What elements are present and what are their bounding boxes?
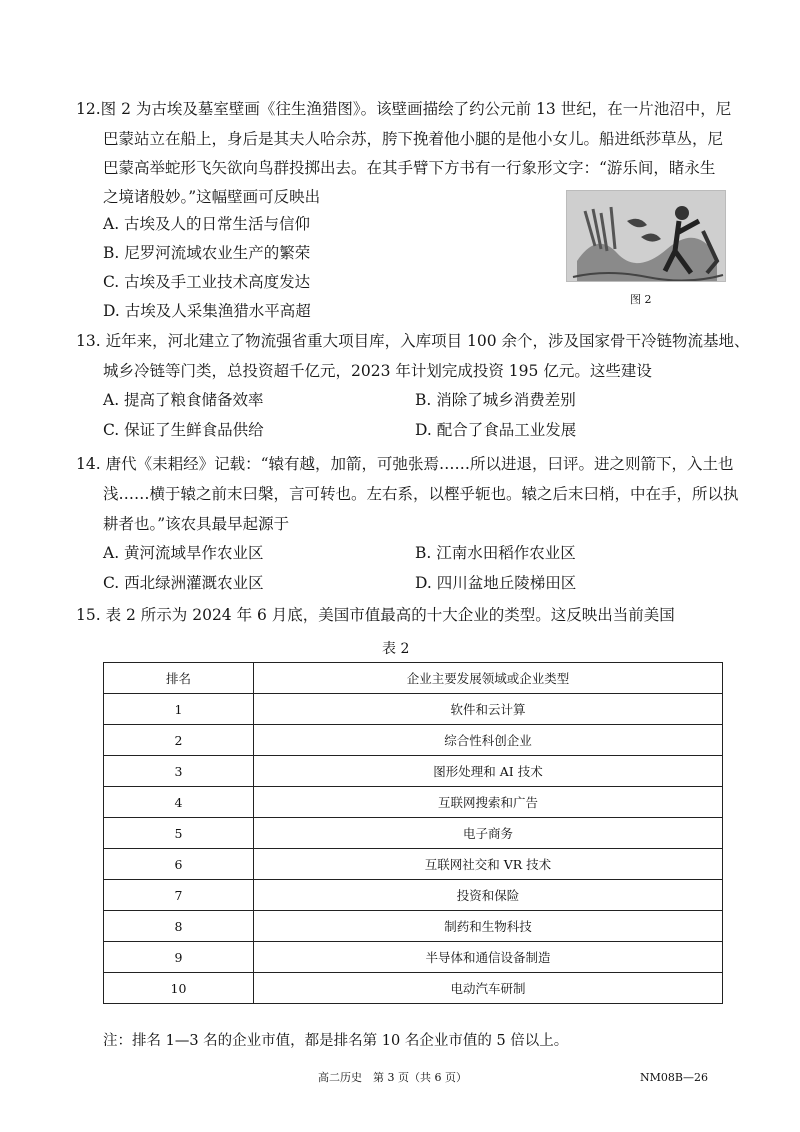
question-12-line-2: 巴蒙站立在船上，身后是其夫人哈佘苏，胯下挽着他小腿的是他小女儿。船进纸莎草丛，尼 bbox=[103, 130, 724, 148]
table-row bbox=[104, 725, 723, 756]
rank-cell: 1 bbox=[104, 694, 254, 725]
table-row bbox=[104, 849, 723, 880]
type-cell: 软件和云计算 bbox=[254, 694, 723, 725]
question-12-option-d: D. 古埃及人采集渔猎水平高超 bbox=[103, 302, 311, 320]
rank-cell: 5 bbox=[104, 818, 254, 849]
question-13-option-b: B. 消除了城乡消费差别 bbox=[415, 391, 576, 409]
question-12-option-a: A. 古埃及人的日常生活与信仰 bbox=[103, 215, 311, 233]
rank-cell: 4 bbox=[104, 787, 254, 818]
rank-cell: 7 bbox=[104, 880, 254, 911]
question-13-line-1: 13. 近年来，河北建立了物流强省重大项目库，入库项目 100 余个，涉及国家骨干冷链物流基地、 bbox=[76, 332, 750, 350]
question-15-line-1: 15. 表 2 所示为 2024 年 6 月底，美国市值最高的十大企业的类型。这反映出当前美国 bbox=[76, 606, 675, 624]
question-12-option-b: B. 尼罗河流域农业生产的繁荣 bbox=[103, 244, 311, 262]
type-cell: 制药和生物科技 bbox=[254, 911, 723, 942]
fresco-illustration bbox=[567, 191, 725, 281]
question-13-line-2: 城乡冷链等门类，总投资超千亿元，2023 年计划完成投资 195 亿元。这些建设 bbox=[103, 362, 652, 380]
question-14-option-a: A. 黄河流域旱作农业区 bbox=[103, 544, 264, 562]
figure-caption: 图 2 bbox=[630, 293, 652, 306]
question-13-option-d: D. 配合了食品工业发展 bbox=[415, 421, 577, 439]
table-row bbox=[104, 787, 723, 818]
question-14-line-1: 14. 唐代《耒耜经》记载：“辕有越，加箭，可弛张焉……所以进退，曰评。进之则箭下，入土也 bbox=[76, 455, 734, 473]
table-row bbox=[104, 942, 723, 973]
question-12-line-1: 12.图 2 为古埃及墓室壁画《往生渔猎图》。该壁画描绘了约公元前 13 世纪，在一片池沼中，尼 bbox=[76, 100, 732, 118]
header-rank: 排名 bbox=[104, 663, 254, 694]
ranking-table bbox=[103, 662, 723, 1004]
type-cell: 半导体和通信设备制造 bbox=[254, 942, 723, 973]
fresco-image bbox=[566, 190, 726, 282]
rank-cell: 2 bbox=[104, 725, 254, 756]
table-header-row bbox=[104, 663, 723, 694]
table-row bbox=[104, 756, 723, 787]
type-cell: 电动汽车研制 bbox=[254, 973, 723, 1004]
page-footer: 高二历史 第 3 页（共 6 页） bbox=[318, 1071, 467, 1084]
question-14-line-3: 耕者也。”该农具最早起源于 bbox=[103, 515, 290, 533]
rank-cell: 6 bbox=[104, 849, 254, 880]
table-row bbox=[104, 911, 723, 942]
type-cell: 图形处理和 AI 技术 bbox=[254, 756, 723, 787]
type-cell: 投资和保险 bbox=[254, 880, 723, 911]
rank-cell: 9 bbox=[104, 942, 254, 973]
table-row bbox=[104, 694, 723, 725]
rank-cell: 3 bbox=[104, 756, 254, 787]
table-title: 表 2 bbox=[382, 641, 410, 657]
table-note: 注：排名 1—3 名的企业市值，都是排名第 10 名企业市值的 5 倍以上。 bbox=[103, 1033, 569, 1049]
type-cell: 电子商务 bbox=[254, 818, 723, 849]
question-14-option-d: D. 四川盆地丘陵梯田区 bbox=[415, 574, 577, 592]
table-row bbox=[104, 818, 723, 849]
rank-cell: 8 bbox=[104, 911, 254, 942]
rank-cell: 10 bbox=[104, 973, 254, 1004]
type-cell: 互联网社交和 VR 技术 bbox=[254, 849, 723, 880]
type-cell: 互联网搜索和广告 bbox=[254, 787, 723, 818]
header-type: 企业主要发展领域或企业类型 bbox=[254, 663, 723, 694]
question-13-option-c: C. 保证了生鲜食品供给 bbox=[103, 421, 264, 439]
question-14-line-2: 浅……横于辕之前末曰槃，言可转也。左右系，以樫乎轭也。辕之后末曰梢，中在手，所以执 bbox=[103, 485, 739, 503]
exam-code: NM08B—26 bbox=[640, 1071, 708, 1084]
question-13-option-a: A. 提高了粮食储备效率 bbox=[103, 391, 264, 409]
table-row bbox=[104, 880, 723, 911]
type-cell: 综合性科创企业 bbox=[254, 725, 723, 756]
question-12-line-3: 巴蒙高举蛇形飞矢欲向鸟群投掷出去。在其手臂下方书有一行象形文字：“游乐间，睹永生 bbox=[103, 159, 716, 177]
question-14-option-b: B. 江南水田稻作农业区 bbox=[415, 544, 576, 562]
question-12-line-4: 之境诸般妙。”这幅壁画可反映出 bbox=[103, 188, 321, 206]
table-row bbox=[104, 973, 723, 1004]
question-14-option-c: C. 西北绿洲灌溉农业区 bbox=[103, 574, 264, 592]
question-12-option-c: C. 古埃及手工业技术高度发达 bbox=[103, 273, 311, 291]
